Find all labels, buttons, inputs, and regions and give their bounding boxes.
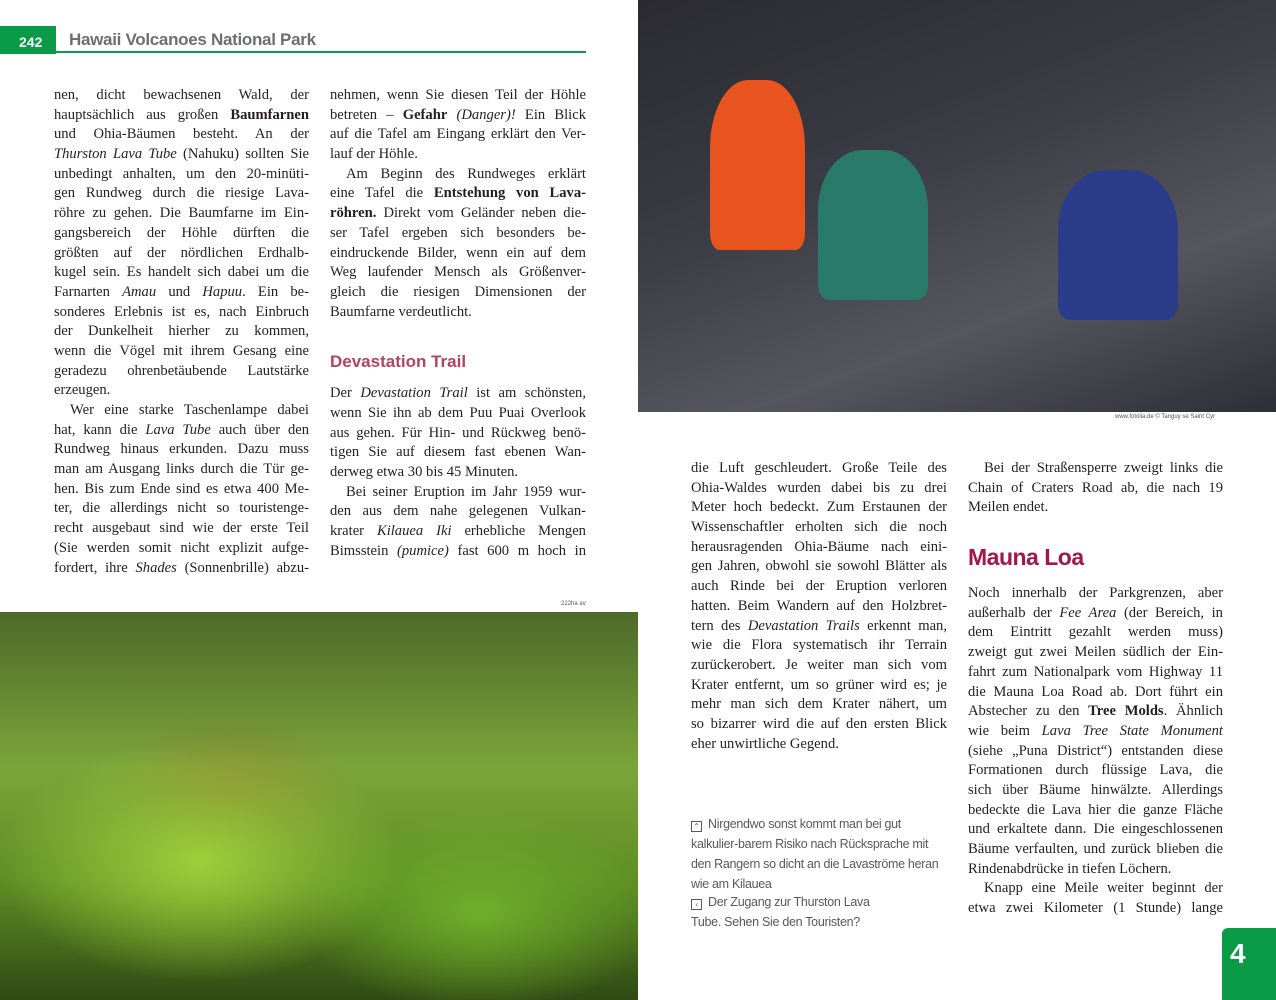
text-segment: erhebliche Mengen	[451, 523, 586, 540]
text-line: Ohia-Waldes wurden dabei bis zu drei	[691, 479, 947, 496]
bold-text: Entstehung von Lava-	[433, 185, 586, 202]
italic-text: Shades	[135, 559, 177, 576]
text-segment: . Ein be-	[242, 283, 309, 300]
text-line	[330, 106, 586, 126]
text-line: sonderes Erlebnis ist es, nach Einbruch	[54, 303, 309, 320]
text-line: etwa zwei Kilometer (1 Stunde) lange	[968, 900, 1223, 917]
header-rule	[56, 51, 586, 53]
text-line: die Luft geschleudert. Große Teile des	[691, 460, 947, 476]
text-line: tigen Sie auf diesem fast ebenen Wan-	[330, 444, 586, 461]
text-line: nehmen, wenn Sie diesen Teil der Höhle	[330, 87, 586, 103]
italic-text: Fee Area	[1059, 604, 1117, 621]
text-line: Bei der Straßensperre zweigt links die	[984, 460, 1223, 476]
text-line: Knapp eine Meile weiter beginnt der	[984, 880, 1223, 897]
italic-text: Kilauea Iki	[376, 523, 452, 540]
italic-text: Devastation Trail	[360, 385, 468, 402]
text-line: (siehe „Puna District“) entstanden diese	[968, 742, 1223, 759]
text-line: größten auf der nördlichen Erdhalb-	[54, 244, 309, 261]
text-segment: eine Tafel die	[330, 185, 434, 202]
text-line: recht ausgebaut sind wie der erste Teil	[54, 520, 309, 537]
text-line	[330, 184, 586, 204]
text-segment: auch über den	[210, 421, 309, 438]
text-column-middle	[330, 86, 586, 561]
text-segment: fast 600 m hoch in	[448, 542, 586, 559]
text-line: hen. Bis zum Ende sind es etwa 400 Me-	[54, 480, 309, 497]
text-segment	[447, 107, 456, 123]
text-line: Bäume verfaulten, und zurück blieben die	[968, 841, 1223, 857]
text-line: Chain of Craters Road ab, die nach 19	[968, 479, 1223, 496]
text-line: eher unwirtliche Gegend.	[691, 735, 839, 752]
section-heading: Devastation Trail	[330, 352, 467, 372]
text-line: aus gehen. Für Hin- und Rückweg benö-	[330, 424, 586, 441]
text-line: (Sie werden somit nicht explizit aufge-	[54, 539, 309, 556]
hiker-figure	[710, 80, 805, 250]
text-line: zurückerobert. Je weiter man sich vom	[691, 656, 947, 673]
text-segment: Bimsstein	[330, 542, 397, 559]
text-line	[330, 542, 586, 562]
text-line: der Dunkelheit hierher zu kommen,	[54, 323, 309, 340]
text-line: Baumfarne verdeutlicht.	[330, 303, 472, 320]
text-segment: . Ähnlich	[1163, 703, 1223, 720]
hiker-figure	[1058, 170, 1178, 320]
text-line: und erkaltete dann. Die eingeschlossenen	[968, 821, 1223, 838]
text-segment: Ein Blick	[515, 106, 586, 123]
photo-credit-top: www.fotolia.de © Tanguy se Saint Cyr	[1115, 414, 1216, 420]
text-line: Meter hoch bedeckt. Zum Erstaunen der	[691, 499, 947, 516]
text-line: zweigt gut zwei Meilen südlich der Ein-	[968, 644, 1223, 661]
text-segment: (Sonnenbrille) abzu-	[176, 559, 309, 576]
text-line: so bizarrer wird die auf den ersten Blick	[691, 715, 947, 732]
text-line: wenn Sie ihn ab dem Puu Puai Overlook	[330, 404, 586, 421]
text-line: wenn die Vögel mit ihrem Gesang eine	[54, 342, 309, 359]
text-line: geradezu ohrenbetäubende Lautstärke	[54, 362, 309, 379]
text-line	[330, 522, 586, 542]
text-line: Formationen durch flüssige Lava, die	[968, 762, 1223, 779]
text-segment: ist am schönsten,	[467, 385, 586, 402]
italic-text: Thurston Lava Tube	[54, 146, 177, 163]
text-segment: erkennt man,	[859, 617, 947, 634]
text-line: die Mauna Loa Road ab. Dort führt ein	[968, 683, 1223, 700]
text-segment: (Nahuku) sollten Sie	[176, 146, 309, 163]
text-line: eindruckende Bilder, wenn ein auf dem	[330, 244, 586, 261]
text-line: wie die Flora systematisch ihr Terrain	[691, 637, 947, 654]
bold-text: Tree Molds	[1088, 703, 1164, 720]
italic-text: Devastation Trails	[747, 617, 860, 634]
text-line: fahrt zum Nationalpark vom Highway 11	[968, 663, 1223, 680]
text-line: kugel sein. Es handelt sich dabei um die	[54, 264, 309, 281]
fern-forest-photo	[0, 612, 638, 1000]
text-line: auch Rinde bei der Eruption verloren	[691, 578, 947, 595]
italic-text: (pumice)	[397, 542, 449, 559]
text-line	[54, 421, 309, 441]
text-segment: tern des	[691, 617, 748, 634]
text-line: sich über Bäume hinwälzte. Allerdings	[968, 781, 1223, 798]
text-line: gangsbereich der Höhle dürften die	[54, 224, 309, 241]
photo-credit-bottom: 222ha av	[561, 601, 586, 607]
text-segment: hat, kann die	[54, 421, 146, 438]
page-number: 242	[0, 26, 56, 54]
text-line: mehr man sich dem Krater nähert, um	[691, 696, 947, 713]
italic-text: Hapuu	[202, 283, 243, 300]
text-line: den aus dem nahe gelegenen Vulkan-	[330, 503, 586, 520]
text-line	[54, 145, 309, 165]
text-line: gleich die riesigen Dimensionen der	[330, 283, 586, 300]
text-segment: krater	[330, 523, 377, 540]
text-segment: wie beim	[968, 722, 1042, 739]
caption-text: Nirgendwo sonst kommt man bei gut kalkulier-barem Risiko nach Rücksprache mit den Rangern so dicht an die Lavaströme heran wie am Kilauea	[691, 817, 939, 891]
bold-text: Baumfarnen	[230, 106, 309, 123]
text-segment: (der Bereich, in	[1116, 604, 1223, 621]
text-line: bedeckte die Lava hier die ganze Fläche	[968, 801, 1223, 818]
arrow-up-icon: ⌃	[691, 821, 702, 832]
text-column-left	[54, 86, 309, 578]
text-line: und Ohia-Bäumen besteht. An der	[54, 126, 309, 143]
text-line: röhre zu gehen. Die Baumfarne im Ein-	[54, 205, 309, 222]
italic-text: Lava Tree State Monument	[1041, 722, 1223, 739]
text-line	[330, 204, 586, 224]
text-line: Meilen endet.	[968, 499, 1049, 516]
text-line	[330, 384, 586, 404]
text-line: herausragenden Ohia-Bäume nach eini-	[691, 538, 947, 555]
running-title: Hawaii Volcanoes National Park	[69, 30, 316, 49]
photo-caption-top	[691, 814, 951, 894]
lava-hikers-photo	[638, 0, 1276, 412]
caption-text: Der Zugang zur Thurston Lava Tube. Sehen Sie den Touristen?	[691, 895, 870, 929]
text-line: hatten. Beim Wandern auf den Holzbret-	[691, 597, 947, 614]
text-line: dem Eintritt gezahlt werden muss)	[968, 624, 1223, 641]
italic-text: Amau	[122, 283, 157, 300]
text-line: auf die Tafel am Eingang erklärt den Ver-	[330, 126, 586, 143]
text-segment: hauptsächlich aus großen	[54, 106, 231, 123]
text-line: lauf der Höhle.	[330, 146, 418, 163]
text-segment: Abstecher zu den	[968, 703, 1089, 720]
text-line: Weg laufender Mensch als Größenver-	[330, 264, 586, 281]
photo-caption-bottom	[691, 892, 891, 932]
text-line: Am Beginn des Rundweges erklärt	[346, 165, 586, 182]
text-line	[54, 106, 309, 126]
text-segment: fordert, ihre	[54, 559, 136, 576]
bold-text: Gefahr	[402, 106, 448, 123]
text-line	[968, 604, 1223, 624]
italic-text: (Danger)!	[456, 106, 516, 123]
text-segment: Farnarten	[54, 283, 123, 300]
text-line: Krater entfernt, um so grüner wird es; je	[691, 676, 947, 693]
text-line	[968, 702, 1223, 722]
text-line	[691, 617, 947, 637]
text-line: Bei seiner Eruption im Jahr 1959 wur-	[346, 483, 586, 500]
italic-text: Lava Tube	[145, 421, 211, 438]
text-line: nen, dicht bewachsenen Wald, der	[54, 87, 309, 103]
text-line: ter, die allerdings nicht so touristenge-	[54, 500, 309, 517]
text-line: Wissenschaftler erholten sich die noch	[691, 519, 947, 536]
text-line: erzeugen.	[54, 382, 111, 399]
hiker-figure	[818, 150, 928, 300]
text-column-right-1	[691, 459, 947, 754]
text-line	[54, 559, 309, 579]
text-line: Rundweg hinaus erkunden. Dazu muss	[54, 441, 309, 458]
text-line: gen Jahren, obwohl sie sowohl Blätter als	[691, 558, 947, 575]
text-line: derweg etwa 30 bis 45 Minuten.	[330, 464, 519, 480]
text-segment: Der	[330, 385, 361, 402]
text-segment: betreten –	[330, 106, 403, 123]
text-column-right-2	[968, 459, 1223, 919]
text-line	[54, 283, 309, 303]
text-line: ser Tafel ergeben sich besonders be-	[330, 224, 586, 241]
text-line	[968, 722, 1223, 742]
arrow-left-icon: ‹	[691, 899, 702, 910]
text-line: Rindenabdrücke in tiefen Löchern.	[968, 860, 1172, 877]
section-heading: Mauna Loa	[968, 544, 1084, 571]
bold-text: röhren.	[330, 205, 377, 222]
text-line: Wer eine starke Taschenlampe dabei	[70, 402, 309, 418]
chapter-thumb-tab: 4	[1222, 928, 1276, 1000]
text-line: Noch innerhalb der Parkgrenzen, aber	[968, 585, 1223, 602]
text-line: gen Rundweg durch die riesige Lava-	[54, 185, 309, 202]
text-segment: außerhalb der	[968, 604, 1060, 621]
text-segment: Direkt vom Geländer neben die-	[376, 205, 586, 222]
text-segment: und	[156, 283, 203, 300]
text-line: unbedingt anhalten, um den 20-minüti-	[54, 165, 309, 182]
text-line: man am Ausgang links durch die Tür ge-	[54, 461, 309, 478]
